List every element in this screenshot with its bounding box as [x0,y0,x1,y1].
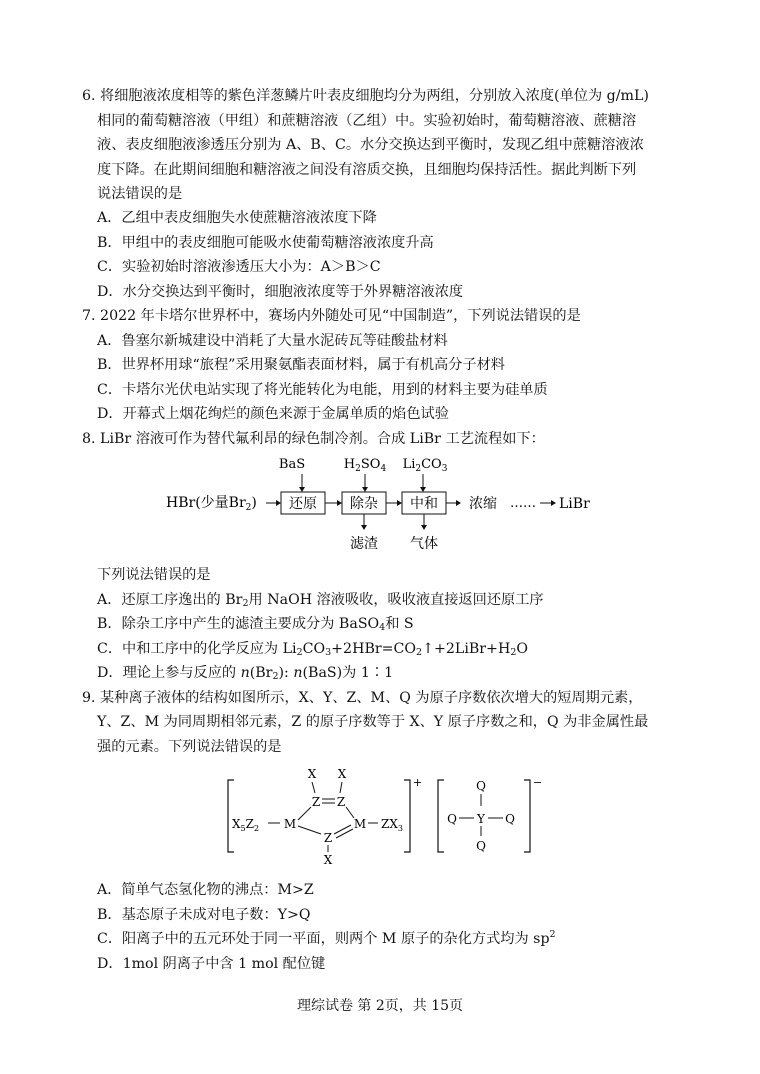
q7-option-a: A．鲁塞尔新城建设中消耗了大量水泥砖瓦等硅酸盐材料 [97,333,448,349]
q9-stem-line-1: 9. 某种离子液体的结构如图所示，X、Y、Z、M、Q 为原子序数依次增大的短周期元素， [82,690,643,706]
q7-stem: 7. 2022 年卡塔尔世界杯中，赛场内外随处可见“中国制造”，下列说法错误的是 [82,308,581,324]
product-libr: LiBr [559,496,590,512]
atom-z-ring-3: Z [323,831,333,845]
anion-charge: − [533,776,543,789]
q9-option-c: C．阳离子中的五元环处于同一平面，则两个 M 原子的杂化方式均为 $sp^2$ [97,929,556,947]
reagent-h2so4: $H_2SO_4$ [343,457,387,474]
reagent-bas: BaS [278,457,306,472]
q8-option-c: C．中和工序中的化学反应为 $Li_2CO_3+2HBr=CO_2↑+2LiBr+H_2O$ [97,641,529,658]
page-footer: 理综试卷 第 2页，共 15页 [296,998,464,1014]
output-filter-residue: 滤渣 [350,536,378,552]
cation-bracket-right [404,780,410,852]
atom-m-left: M [283,817,297,831]
q8-prompt: 下列说法错误的是 [97,567,211,583]
q7-option-d: D．开幕式上烟花绚烂的颜色来源于金属单质的焰色试验 [97,406,449,422]
q6-stem-line-5: 说法错误的是 [97,186,183,202]
q9-option-d: D．1mol 阴离子中含 1 mol 配位键 [97,956,326,972]
q6-option-d: D．水分交换达到平衡时，细胞液浓度等于外界糖溶液浓度 [97,284,464,300]
q7-option-b: B．世界杯用球“旅程”采用聚氨酯表面材料，属于有机高分子材料 [97,357,505,373]
atom-q-right: Q [505,812,515,826]
atom-z-ring-1: Z [311,795,321,809]
atom-x-top-2: X [337,767,347,781]
q8-option-b: B．除杂工序中产生的滤渣主要成分为 BaSO$_4$和 S [97,616,414,633]
atom-y-center: Y [477,812,485,826]
start-material: HBr(少量$Br_2$) [166,495,257,513]
step-neutralization: 中和 [410,496,438,512]
atom-q-bottom: Q [476,839,486,853]
q8-stem: 8. LiBr 溶液可作为替代氟利昂的绿色制冷剂。合成 LiBr 工艺流程如下： [82,431,545,447]
q9-stem-line-2: Y、Z、M 为同周期相邻元素，Z 的原子序数等于 X、Y 原子序数之和，Q 为非金属性最 [97,714,649,730]
q9-option-a: A．简单气态氢化物的沸点：M>Z [97,882,314,898]
output-gas: 气体 [410,536,438,552]
process-flow-diagram [160,452,600,558]
atom-x-top-1: X [307,767,317,781]
q6-option-a: A．乙组中表皮细胞失水使蔗糖溶液浓度下降 [97,210,377,226]
q8-option-a: A．还原工序逸出的 $Br_2$用 NaOH 溶液吸收，吸收液直接返回还原工序 [97,592,544,609]
right-substituent: $ZX_3$ [381,817,403,833]
q9-stem-line-3: 强的元素。下列说法错误的是 [97,739,282,755]
ellipsis: …… [510,496,536,511]
q6-stem-line-2: 相同的葡萄糖溶液（甲组）和蔗糖溶液（乙组）中。实验初始时，葡萄糖溶液、蔗糖溶 [97,113,637,129]
q6-stem-line-3: 液、表皮细胞液渗透压分别为 A、B、C。水分交换达到平衡时，发现乙组中蔗糖溶液浓 [97,137,644,153]
q6-stem-line-4: 度下降。在此期间细胞和糖溶液之间没有溶质交换，且细胞均保持活性。据此判断下列 [97,162,637,178]
anion-bracket-left [438,780,444,852]
atom-x-bottom: X [323,853,333,867]
cation-charge: + [413,776,423,789]
atom-m-right: M [353,817,367,831]
step-concentration: 浓缩 [469,496,497,512]
step-reduction: 还原 [289,496,317,512]
q9-option-b: B．基态原子未成对电子数：Y>Q [97,907,311,923]
step-purification: 除杂 [350,496,378,512]
q6-option-c: C．实验初始时溶液渗透压大小为：A＞B＞C [97,259,381,275]
anion-bracket-right [524,780,530,852]
cation-bracket-left [228,780,234,852]
left-substituent: $X_5Z_2$ [232,817,260,833]
q6-option-b: B．甲组中的表皮细胞可能吸水使葡萄糖溶液浓度升高 [97,235,434,251]
atom-q-top: Q [476,779,486,793]
q8-option-d: D．理论上参与反应的 $n(Br_2)$: n(BaS)为 1∶1 [97,665,394,682]
output-arrows [361,514,427,530]
reagent-li2co3: $Li_2CO_3$ [402,457,448,474]
atom-q-left: Q [447,812,457,826]
atom-z-ring-2: Z [336,795,346,809]
ionic-liquid-structure [220,762,550,868]
q7-option-c: C．卡塔尔光伏电站实现了将光能转化为电能，用到的材料主要为硅单质 [97,382,548,398]
q6-stem-line-1: 6. 将细胞液浓度相等的紫色洋葱鳞片叶表皮细胞均分为两组，分别放入浓度(单位为 g/mL) [82,88,649,104]
input-arrows [299,474,426,492]
